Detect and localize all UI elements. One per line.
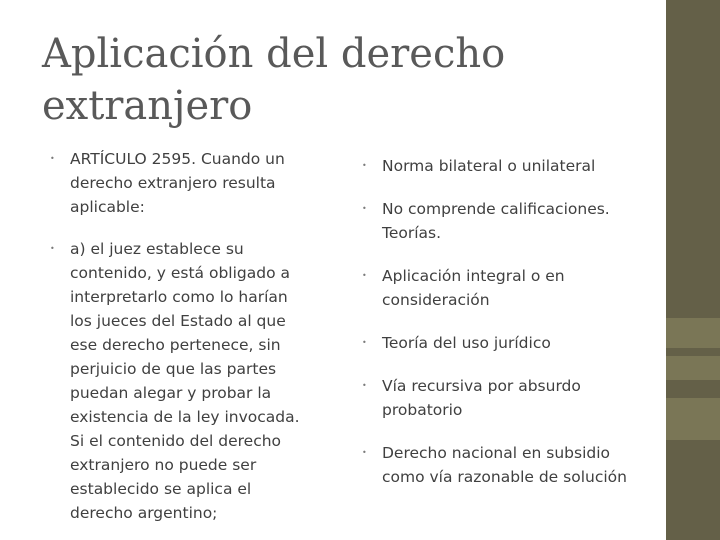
bullet-item (362, 264, 642, 312)
bullet-icon: • (362, 338, 367, 347)
bullet-text: a) el juez establece su contenido, y está obligado a interpretarlo como lo harían los jueces del Estado al que ese derecho pertenece, sin perjuicio de que las partes puedan alegar y probar la existencia de la ley invocada. Si el contenido del derecho extranjero no puede ser establecido se aplica el derecho argentino; (70, 240, 300, 522)
bullet-item (362, 154, 642, 178)
bullet-icon: • (362, 204, 367, 213)
bullet-text: Derecho nacional en subsidio como vía razonable de solución (382, 444, 627, 486)
bullet-item (362, 331, 642, 355)
bullet-text: No comprende calificaciones. Teorías. (382, 200, 610, 242)
left-bullet-list (50, 147, 312, 525)
bullet-text: Aplicación integral o en consideración (382, 267, 565, 309)
sidebar-stripe (666, 318, 720, 348)
bullet-text: Teoría del uso jurídico (382, 334, 551, 352)
bullet-text: Vía recursiva por absurdo probatorio (382, 377, 581, 419)
bullet-text: Norma bilateral o unilateral (382, 157, 596, 175)
bullet-icon: • (362, 448, 367, 457)
bullet-text: ARTÍCULO 2595. Cuando un derecho extranjero resulta aplicable: (70, 150, 285, 216)
right-bullet-list (362, 154, 642, 489)
sidebar-stripe (666, 398, 720, 440)
bullet-icon: • (362, 161, 367, 170)
bullet-item (362, 197, 642, 245)
bullet-icon: • (362, 381, 367, 390)
slide-title: Aplicación del derecho extranjero (42, 31, 506, 129)
sidebar-stripe (666, 356, 720, 380)
bullet-item (362, 441, 642, 489)
decorative-sidebar (666, 0, 720, 540)
bullet-icon: • (362, 271, 367, 280)
bullet-item (50, 237, 312, 525)
bullet-icon: • (50, 154, 55, 163)
bullet-item (50, 147, 312, 219)
bullet-icon: • (50, 244, 55, 253)
bullet-item (362, 374, 642, 422)
